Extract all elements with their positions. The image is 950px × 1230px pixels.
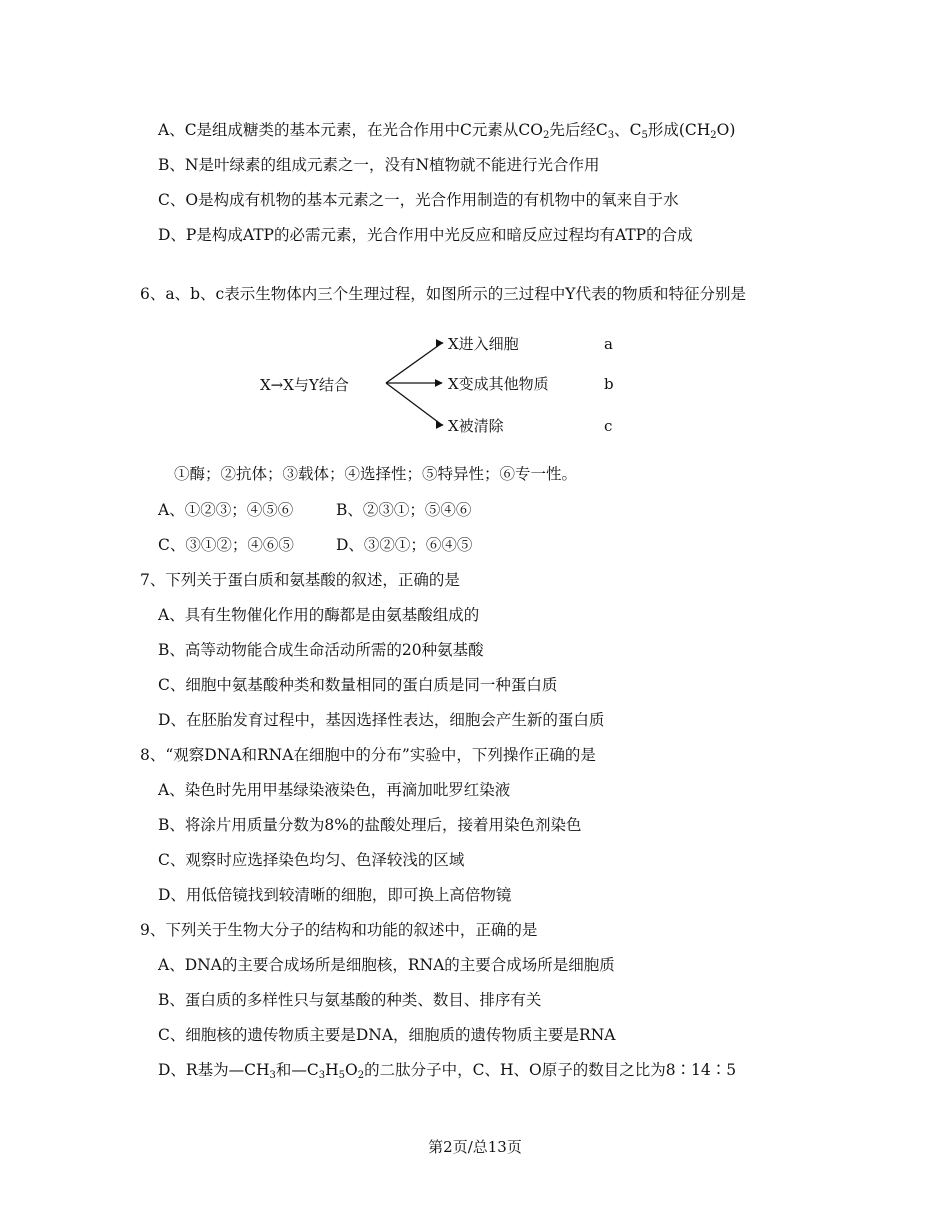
subscript: 2 bbox=[710, 130, 717, 141]
q7-option-c: C、细胞中氨基酸种类和数量相同的蛋白质是同一种蛋白质 bbox=[158, 676, 558, 694]
process-diagram bbox=[250, 330, 650, 440]
q6-option-b: B、②③①；⑤④⑥ bbox=[336, 501, 472, 519]
arrow-c bbox=[386, 383, 442, 425]
branch-c-label: c bbox=[604, 417, 613, 435]
branch-a-text: X进入细胞 bbox=[448, 335, 519, 353]
q9-option-a: A、DNA的主要合成场所是细胞核，RNA的主要合成场所是细胞质 bbox=[158, 956, 615, 974]
subscript: 3 bbox=[607, 130, 615, 141]
q9-option-b: B、蛋白质的多样性只与氨基酸的种类、数目、排序有关 bbox=[158, 991, 542, 1009]
q5-option-a bbox=[158, 120, 735, 146]
q5-option-b: B、N是叶绿素的组成元素之一，没有N植物就不能进行光合作用 bbox=[158, 156, 600, 174]
branch-c-text: X被清除 bbox=[448, 417, 504, 435]
q9-option-c: C、细胞核的遗传物质主要是DNA，细胞质的遗传物质主要是RNA bbox=[158, 1026, 616, 1044]
q9-d-text-5: 的二肽分子中，C、H、O原子的数目之比为8∶14∶5 bbox=[364, 1061, 737, 1079]
q9-d-text-3: H bbox=[325, 1061, 339, 1079]
q6-option-d: D、③②①；⑥④⑤ bbox=[336, 536, 473, 554]
subscript: 5 bbox=[338, 1070, 346, 1081]
q8-option-b: B、将涂片用质量分数为8%的盐酸处理后，接着用染色剂染色 bbox=[158, 816, 582, 834]
q5-a-text-3: 、C bbox=[614, 121, 642, 139]
subscript: 5 bbox=[641, 130, 648, 141]
branch-b-label: b bbox=[604, 375, 614, 393]
q6-option-a: A、①②③；④⑤⑥ bbox=[158, 501, 294, 519]
arrow-a bbox=[386, 343, 442, 383]
q8-stem: 8、“观察DNA和RNA在细胞中的分布”实验中，下列操作正确的是 bbox=[140, 746, 596, 764]
subscript: 3 bbox=[318, 1070, 326, 1081]
q9-option-d bbox=[158, 1060, 736, 1086]
branch-b-text: X变成其他物质 bbox=[448, 375, 549, 393]
q6-stem: 6、a、b、c表示生物体内三个生理过程，如图所示的三过程中Y代表的物质和特征分别是 bbox=[140, 285, 746, 303]
subscript: 3 bbox=[269, 1070, 276, 1081]
q9-d-text-1: D、R基为—CH bbox=[158, 1061, 270, 1079]
q8-option-a: A、染色时先用甲基绿染液染色，再滴加吡罗红染液 bbox=[158, 781, 511, 799]
q9-d-text-4: O bbox=[345, 1061, 358, 1079]
q5-a-text-2: 先后经C bbox=[549, 121, 608, 139]
q5-option-c: C、O是构成有机物的基本元素之一，光合作用制造的有机物中的氧来自于水 bbox=[158, 191, 679, 209]
q7-option-b: B、高等动物能合成生命活动所需的20种氨基酸 bbox=[158, 641, 484, 659]
branch-a-label: a bbox=[604, 335, 613, 353]
q5-a-text-5: O) bbox=[716, 121, 736, 139]
subscript: 2 bbox=[542, 130, 550, 141]
diagram-source-label: X→X与Y结合 bbox=[260, 376, 349, 394]
subscript: 2 bbox=[357, 1070, 365, 1081]
q5-a-text-1: A、C是组成糖类的基本元素，在光合作用中C元素从CO bbox=[158, 121, 543, 139]
page-footer: 第2页/总13页 bbox=[428, 1138, 522, 1156]
q5-option-d: D、P是构成ATP的必需元素，光合作用中光反应和暗反应过程均有ATP的合成 bbox=[158, 226, 693, 244]
q7-option-d: D、在胚胎发育过程中，基因选择性表达，细胞会产生新的蛋白质 bbox=[158, 711, 605, 729]
q7-stem: 7、下列关于蛋白质和氨基酸的叙述，正确的是 bbox=[140, 571, 460, 589]
q6-option-c: C、③①②；④⑥⑤ bbox=[158, 536, 294, 554]
q9-stem: 9、下列关于生物大分子的结构和功能的叙述中，正确的是 bbox=[140, 921, 538, 939]
q6-choices-line: ①酶；②抗体；③载体；④选择性；⑤特异性；⑥专一性。 bbox=[174, 465, 578, 483]
q8-option-d: D、用低倍镜找到较清晰的细胞，即可换上高倍物镜 bbox=[158, 886, 512, 904]
q9-d-text-2: 和—C bbox=[275, 1061, 319, 1079]
q5-a-text-4: 形成(CH bbox=[647, 121, 711, 139]
q8-option-c: C、观察时应选择染色均匀、色泽较浅的区域 bbox=[158, 851, 465, 869]
q7-option-a: A、具有生物催化作用的酶都是由氨基酸组成的 bbox=[158, 606, 480, 624]
